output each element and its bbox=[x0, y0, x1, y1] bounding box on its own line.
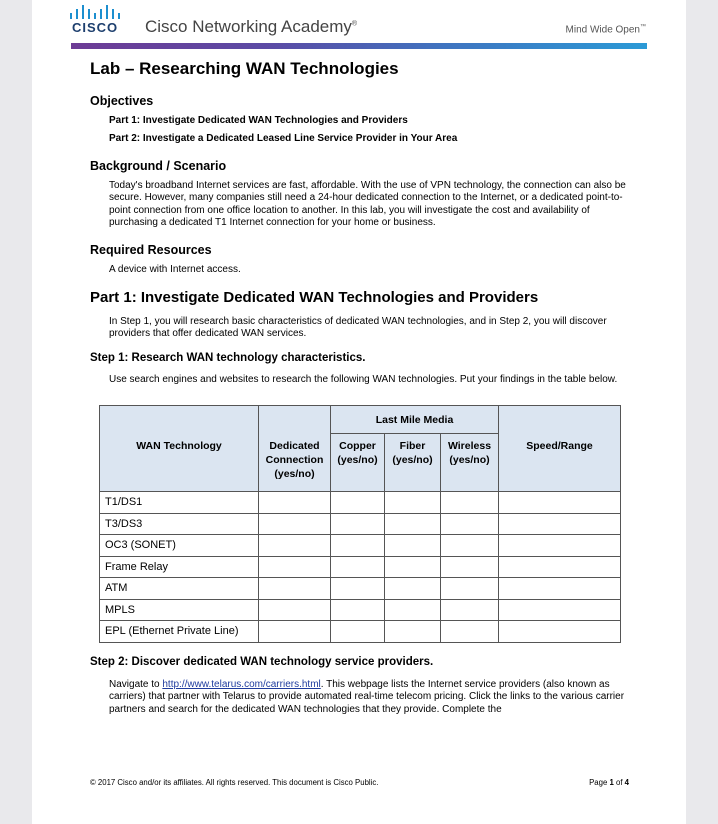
answer-cell[interactable] bbox=[259, 599, 331, 621]
col-dedicated-connection: Dedicated Connection (yes/no) bbox=[259, 434, 331, 492]
last-mile-media-header: Last Mile Media bbox=[331, 406, 499, 434]
header-empty-cell bbox=[259, 406, 331, 434]
answer-cell[interactable] bbox=[385, 513, 441, 535]
col-copper: Copper (yes/no) bbox=[331, 434, 385, 492]
col-speed-range: Speed/Range bbox=[499, 434, 621, 492]
answer-cell[interactable] bbox=[499, 513, 621, 535]
header-accent-bar bbox=[71, 43, 647, 49]
answer-cell[interactable] bbox=[385, 599, 441, 621]
answer-cell[interactable] bbox=[499, 599, 621, 621]
answer-cell[interactable] bbox=[499, 492, 621, 514]
tech-name-cell: Frame Relay bbox=[100, 556, 259, 578]
answer-cell[interactable] bbox=[385, 492, 441, 514]
answer-cell[interactable] bbox=[441, 621, 499, 643]
tagline: Mind Wide Open™ bbox=[565, 24, 646, 36]
answer-cell[interactable] bbox=[385, 535, 441, 557]
tech-name-cell: MPLS bbox=[100, 599, 259, 621]
step1-text: Use search engines and websites to research the following WAN technologies. Put your findings in the table below. bbox=[109, 374, 618, 385]
part1-intro: In Step 1, you will research basic characteristics of dedicated WAN technologies, and in Step 2, you will discover providers that offer dedicated WAN services. bbox=[109, 316, 607, 340]
answer-cell[interactable] bbox=[331, 599, 385, 621]
header-empty-cell bbox=[499, 406, 621, 434]
answer-cell[interactable] bbox=[441, 599, 499, 621]
telarus-carriers-link[interactable]: http://www.telarus.com/carriers.html bbox=[162, 679, 321, 690]
step1-heading: Step 1: Research WAN technology characteristics. bbox=[90, 352, 366, 364]
answer-cell[interactable] bbox=[331, 513, 385, 535]
answer-cell[interactable] bbox=[499, 621, 621, 643]
answer-cell[interactable] bbox=[441, 492, 499, 514]
answer-cell[interactable] bbox=[499, 556, 621, 578]
table-row bbox=[100, 578, 621, 600]
answer-cell[interactable] bbox=[441, 578, 499, 600]
answer-cell[interactable] bbox=[259, 535, 331, 557]
col-wan-technology: WAN Technology bbox=[100, 434, 259, 492]
answer-cell[interactable] bbox=[259, 578, 331, 600]
tech-name-cell: T1/DS1 bbox=[100, 492, 259, 514]
step2-text: Navigate to http://www.telarus.com/carriers.html. This webpage lists the Internet service providers (also known as carriers) that partner with Telarus to provide automated real-time telecom pricing. Click the links to the various carrier partners and search for the dedicated WAN technologies that they provide. Complete the bbox=[109, 679, 625, 715]
table-row bbox=[100, 513, 621, 535]
answer-cell[interactable] bbox=[331, 578, 385, 600]
objectives-heading: Objectives bbox=[90, 94, 154, 108]
tech-name-cell: T3/DS3 bbox=[100, 513, 259, 535]
col-fiber: Fiber (yes/no) bbox=[385, 434, 441, 492]
tech-name-cell: EPL (Ethernet Private Line) bbox=[100, 621, 259, 643]
answer-cell[interactable] bbox=[259, 492, 331, 514]
step2-heading: Step 2: Discover dedicated WAN technology service providers. bbox=[90, 656, 434, 668]
header-empty-cell bbox=[100, 406, 259, 434]
answer-cell[interactable] bbox=[331, 556, 385, 578]
page-number: Page 1 of 4 bbox=[589, 778, 629, 787]
page-title: Lab – Researching WAN Technologies bbox=[90, 59, 399, 78]
tech-name-cell: OC3 (SONET) bbox=[100, 535, 259, 557]
table-row bbox=[100, 621, 621, 643]
answer-cell[interactable] bbox=[331, 492, 385, 514]
answer-cell[interactable] bbox=[499, 578, 621, 600]
background-paragraph: Today's broadband Internet services are fast, affordable. With the use of VPN technology, the connection can also be secure. However, many companies still need a 24-hour dedicated connection to the Internet, or a dedicated point-to-point connection from one office location to another. In this lab, you will investigate the cost and availability of purchasing a dedicated T1 Internet connection for your home or business. bbox=[109, 180, 626, 228]
answer-cell[interactable] bbox=[331, 535, 385, 557]
answer-cell[interactable] bbox=[385, 621, 441, 643]
answer-cell[interactable] bbox=[259, 513, 331, 535]
table-row bbox=[100, 599, 621, 621]
answer-cell[interactable] bbox=[385, 556, 441, 578]
answer-cell[interactable] bbox=[499, 535, 621, 557]
objective-item: Part 2: Investigate a Dedicated Leased Line Service Provider in Your Area bbox=[109, 133, 458, 144]
document-page bbox=[32, 0, 686, 824]
answer-cell[interactable] bbox=[259, 556, 331, 578]
objective-item: Part 1: Investigate Dedicated WAN Technologies and Providers bbox=[109, 115, 408, 126]
answer-cell[interactable] bbox=[441, 513, 499, 535]
answer-cell[interactable] bbox=[331, 621, 385, 643]
answer-cell[interactable] bbox=[441, 556, 499, 578]
footer-copyright: © 2017 Cisco and/or its affiliates. All rights reserved. This document is Cisco Public. bbox=[90, 778, 379, 787]
background-heading: Background / Scenario bbox=[90, 159, 227, 173]
academy-title: Cisco Networking Academy® bbox=[145, 17, 358, 36]
part1-heading: Part 1: Investigate Dedicated WAN Technologies and Providers bbox=[90, 289, 539, 306]
table-row bbox=[100, 492, 621, 514]
tech-name-cell: ATM bbox=[100, 578, 259, 600]
wan-technology-table bbox=[99, 405, 621, 643]
answer-cell[interactable] bbox=[441, 535, 499, 557]
col-wireless: Wireless (yes/no) bbox=[441, 434, 499, 492]
cisco-wordmark: CISCO bbox=[72, 20, 119, 35]
table-row bbox=[100, 556, 621, 578]
cisco-logo-icon bbox=[70, 5, 130, 19]
answer-cell[interactable] bbox=[385, 578, 441, 600]
resources-heading: Required Resources bbox=[90, 243, 212, 257]
answer-cell[interactable] bbox=[259, 621, 331, 643]
resources-text: A device with Internet access. bbox=[109, 264, 241, 275]
table-row bbox=[100, 535, 621, 557]
